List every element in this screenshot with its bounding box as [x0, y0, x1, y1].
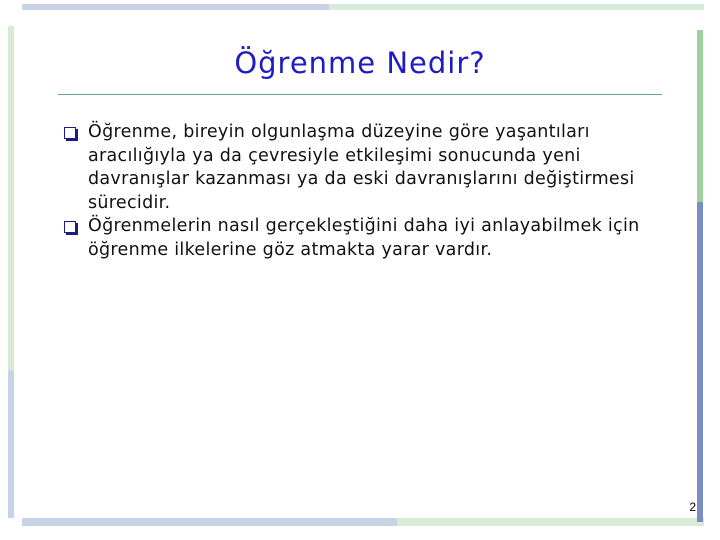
checkbox-icon [64, 221, 76, 233]
bullet-item [62, 121, 682, 215]
page-number: 2 [689, 500, 696, 514]
bullet-text: Öğrenme, bireyin olgunlaşma düzeyine göre yaşantıları aracılığıyla ya da çevresiyle etkileşimi sonucunda yeni davranışlar kazanması ya da eski davranışlarını değiştirmesi sürecidir. [88, 122, 635, 213]
bullet-text: Öğrenmelerin nasıl gerçekleştiğini daha iyi anlayabilmek için öğrenme ilkelerine göz atmakta yarar vardır. [88, 216, 640, 260]
bullet-list [62, 121, 682, 262]
checkbox-icon [64, 127, 76, 139]
left-frame-bar [8, 26, 14, 518]
bottom-frame-bar [22, 518, 704, 526]
slide-title: Öğrenme Nedir? [234, 46, 486, 80]
title-divider [58, 94, 662, 95]
bullet-item [62, 215, 682, 262]
top-frame-bar [22, 4, 704, 10]
right-frame-bar [697, 30, 703, 522]
